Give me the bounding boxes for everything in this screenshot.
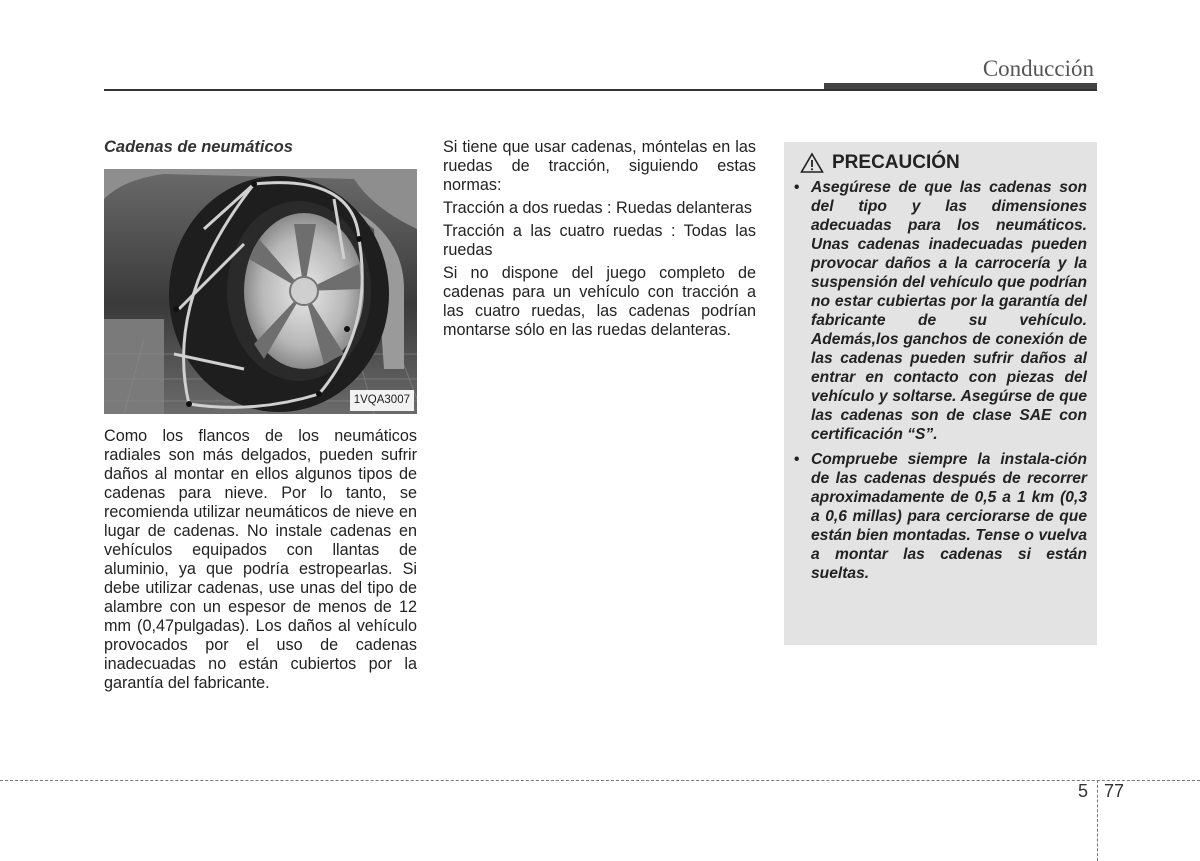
section-heading: Cadenas de neumáticos bbox=[104, 138, 293, 156]
tire-chain-figure bbox=[104, 169, 417, 414]
caution-item bbox=[794, 450, 1087, 583]
footer-dashed-rule bbox=[0, 780, 1200, 781]
caution-box bbox=[784, 142, 1097, 645]
middle-column bbox=[443, 138, 756, 344]
middle-paragraph-1: Si tiene que usar cadenas, móntelas en las ruedas de tracción, siguiendo estas normas: bbox=[443, 138, 756, 194]
section-number: 5 bbox=[1078, 781, 1089, 801]
left-paragraph: Como los flancos de los neumáticos radiales son más delgados, pueden sufrir daños al montar en ellos algunos tipos de cadenas para nieve. Por lo tanto, se recomienda utilizar neumáticos de nieve en lugar de cadenas. No instale cadenas en vehículos equipados con llantas de aluminio, ya que podría estropearlas. Si debe utilizar cadenas, use unas del tipo de alambre con un espesor de menos de 12 mm (0,47pulgadas). Los daños al vehículo provocados por el uso de cadenas inadecuadas no están cubiertos por la garantía del fabricante. bbox=[104, 427, 417, 692]
caution-item bbox=[794, 178, 1087, 444]
warning-triangle-icon bbox=[800, 152, 824, 174]
caution-title: PRECAUCIÓN bbox=[832, 152, 960, 173]
bullet-marker: • bbox=[794, 451, 800, 468]
middle-paragraph-3: Tracción a las cuatro ruedas : Todas las ruedas bbox=[443, 222, 756, 259]
caution-item-text: Asegúrese de que las cadenas son del tipo y las dimensiones adecuadas para los neumáticos. Unas cadenas inadecuadas pueden provocar daños a la carrocería y la suspensión del vehículo que podrían no estar cubiertas por la garantía del fabricante de su vehículo. Además,los ganchos de conexión de las cadenas pueden sufrir daños al entrar en contacto con piezas del vehículo y soltarse. Asegúrse de que las cadenas son de clase SAE con certificación “S”. bbox=[811, 179, 1087, 443]
header-rule bbox=[104, 89, 1097, 91]
caution-list bbox=[794, 178, 1087, 583]
middle-paragraph-2: Tracción a dos ruedas : Ruedas delanteras bbox=[443, 199, 752, 217]
bullet-marker: • bbox=[794, 179, 800, 196]
footer-dashed-divider bbox=[1097, 780, 1098, 861]
caution-item-text: Compruebe siempre la instala-ción de las cadenas después de recorrer aproximadamente de 0,5 a 1 km (0,3 a 0,6 millas) para cerciorarse de que están bien montadas. Tense o vuelva a montar las cadenas si están sueltas. bbox=[811, 451, 1087, 582]
left-column bbox=[104, 138, 417, 693]
middle-paragraph-4: Si no dispone del juego completo de cadenas para un vehículo con tracción a las cuatro ruedas, las cadenas podrían montarse sólo en las ruedas delanteras. bbox=[443, 264, 756, 339]
tire-with-snow-chain-illustration bbox=[104, 169, 417, 414]
caution-header bbox=[800, 152, 1087, 174]
figure-code: 1VQA3007 bbox=[350, 390, 414, 411]
page-header-title: Conducción bbox=[982, 56, 1094, 81]
page-number: 77 bbox=[1104, 781, 1125, 801]
